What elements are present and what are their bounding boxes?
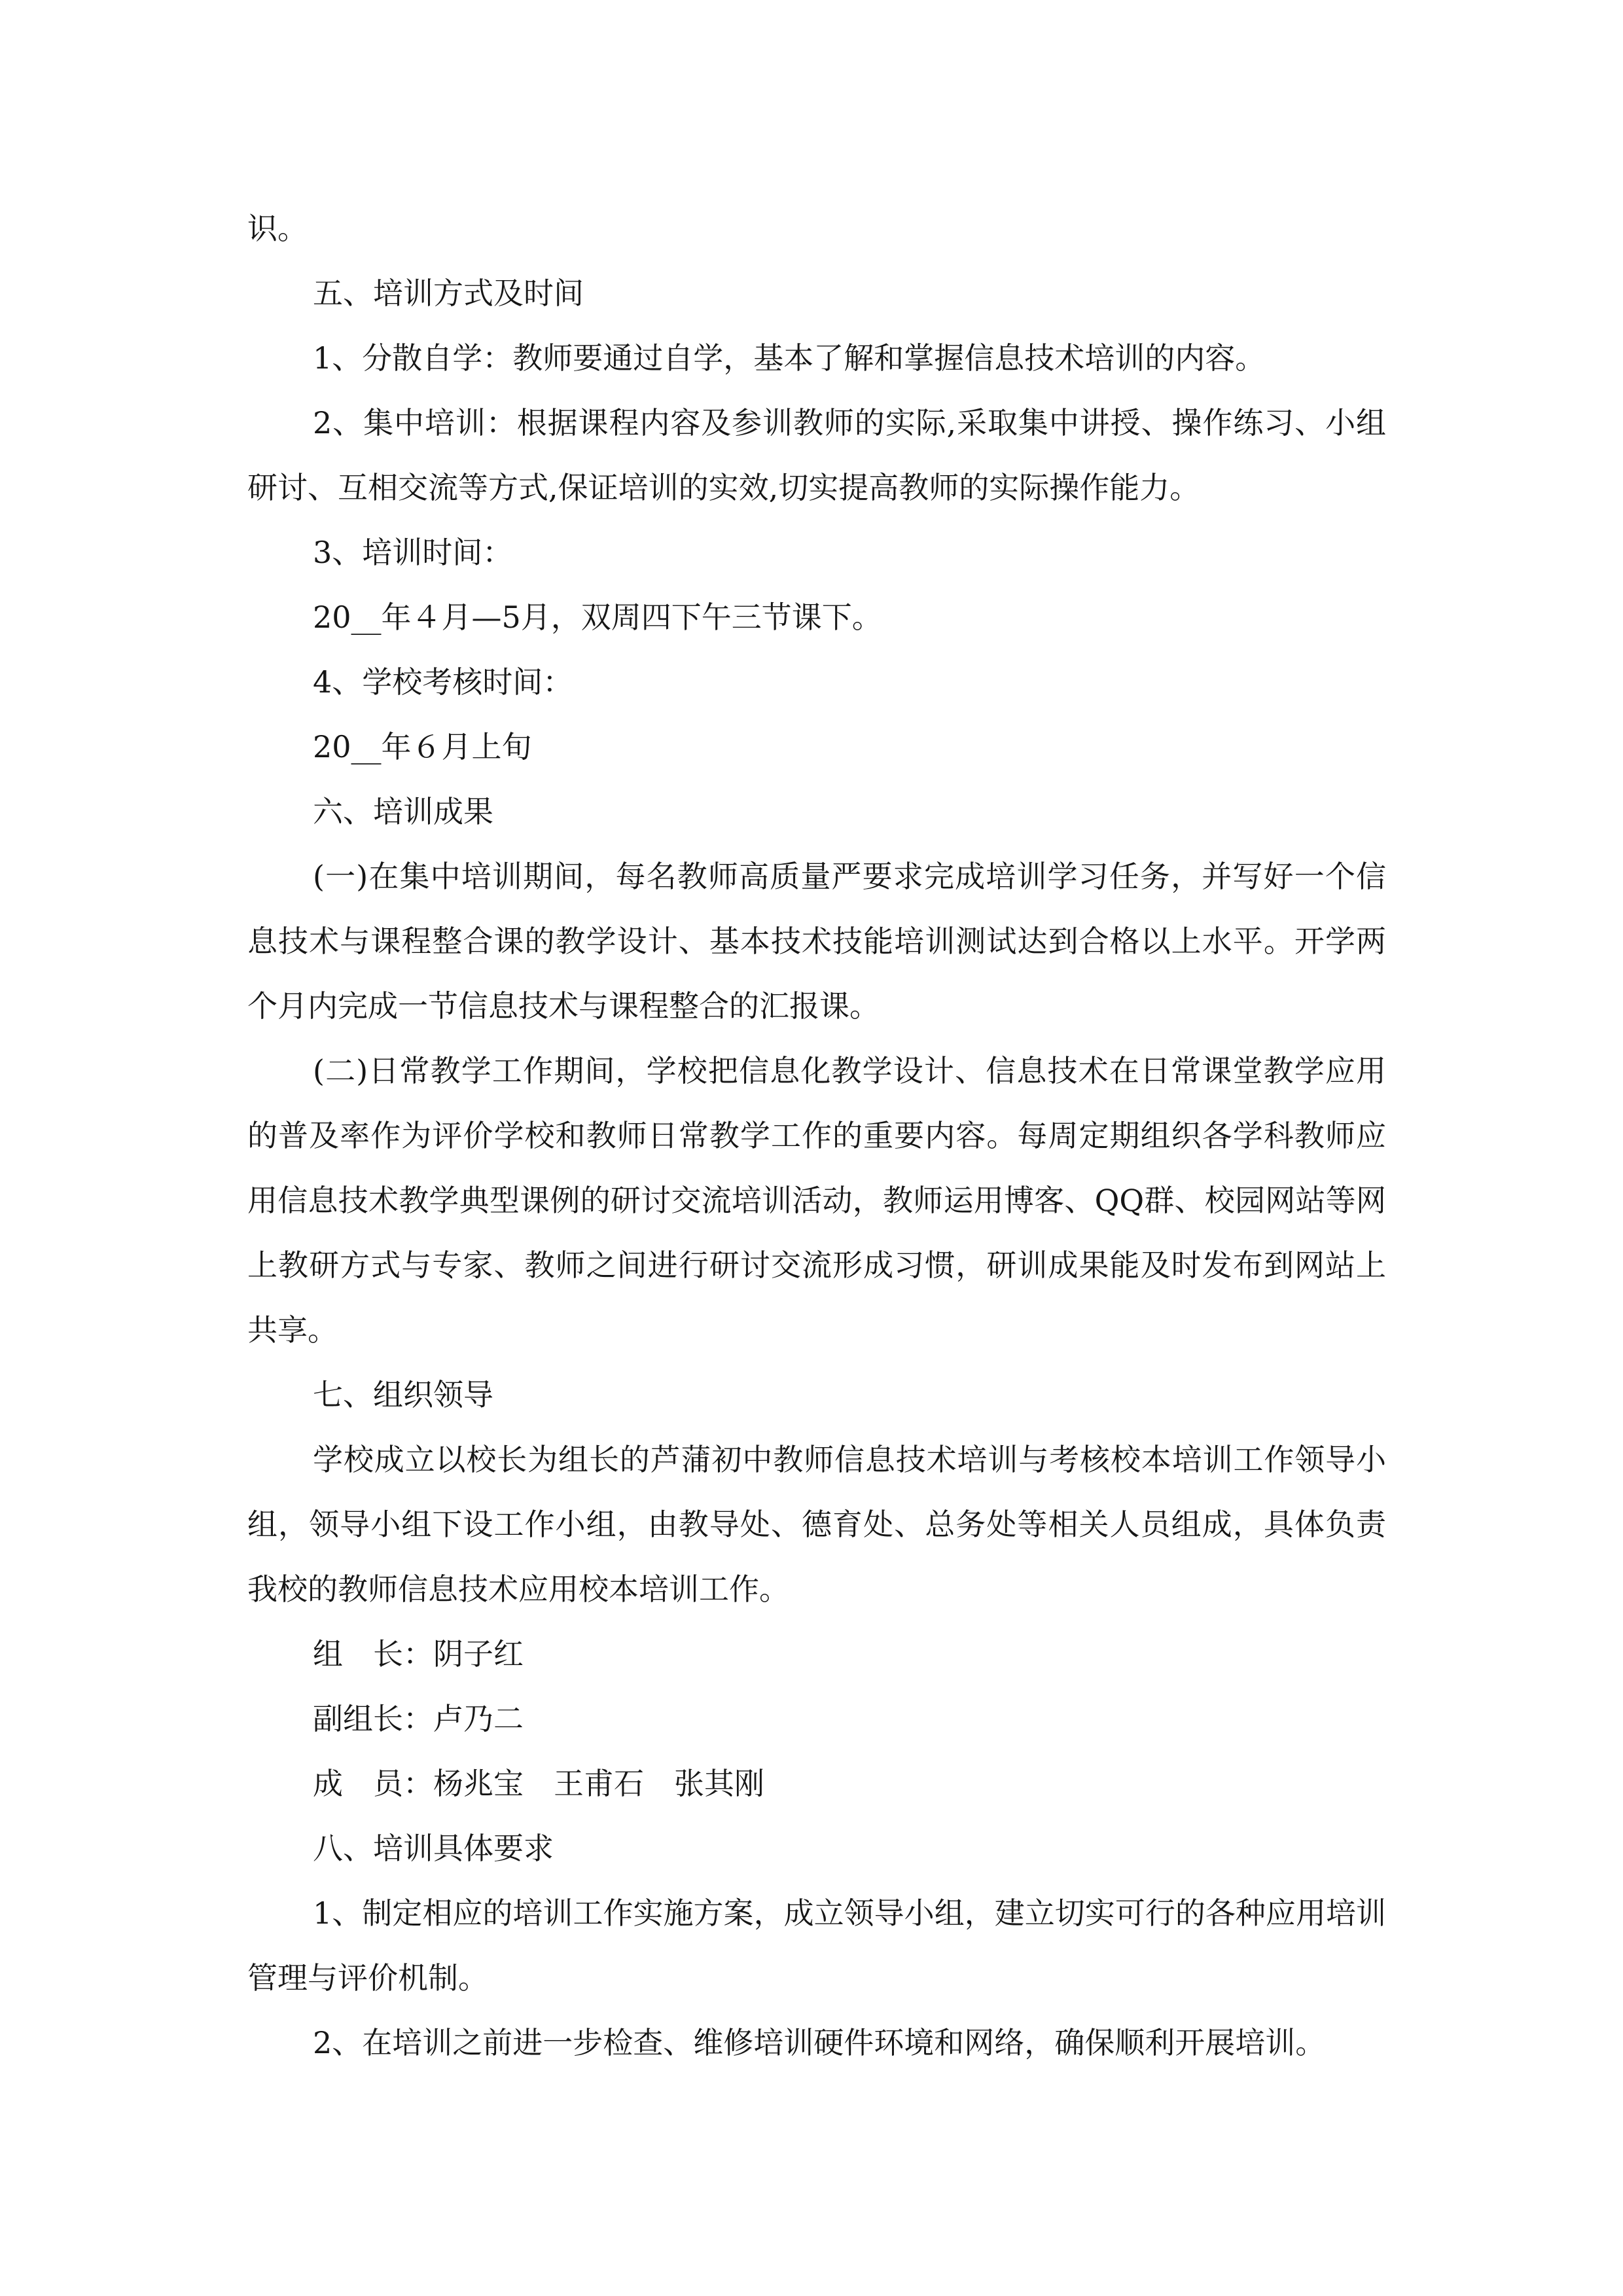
paragraph-members: 成 员：杨兆宝 王甫石 张其刚 [313, 1766, 764, 1801]
paragraph-self-study: 1、分散自学：教师要通过自学，基本了解和掌握信息技术培训的内容。 [313, 340, 1266, 376]
paragraph-requirement-2: 2、在培训之前进一步检查、维修培训硬件环境和网络，确保顺利开展培训。 [313, 2025, 1326, 2060]
section-heading-8: 八、培训具体要求 [313, 1831, 554, 1866]
paragraph-deputy-leader: 副组长：卢乃二 [313, 1701, 524, 1736]
paragraph-leader: 组 长：阴子红 [313, 1636, 524, 1672]
section-heading-5: 五、培训方式及时间 [313, 276, 584, 311]
paragraph-centralized-training: 2、集中培训：根据课程内容及参训教师的实际,采取集中讲授、操作练习、小组研讨、互相交流等方式,保证培训的实效,切实提高教师的实际操作能力。 [247, 405, 1386, 505]
document-body [247, 196, 1386, 2075]
paragraph-assessment-time-label: 4、学校考核时间： [313, 664, 573, 700]
paragraph-training-time-label: 3、培训时间： [313, 535, 513, 570]
paragraph-training-time: 20__年４月—5月，双周四下午三节课下。 [313, 600, 882, 635]
paragraph-assessment-time: 20__年６月上旬 [313, 729, 532, 764]
paragraph-results-1: (一)在集中培训期间，每名教师高质量严要求完成培训学习任务，并写好一个信息技术与课程整合课的教学设计、基本技术技能培训测试达到合格以上水平。开学两个月内完成一节信息技术与课程整合的汇报课。 [247, 859, 1386, 1024]
section-heading-6: 六、培训成果 [313, 794, 493, 829]
section-heading-7: 七、组织领导 [313, 1377, 493, 1412]
paragraph-requirement-1: 1、制定相应的培训工作实施方案，成立领导小组，建立切实可行的各种应用培训管理与评价机制。 [247, 1895, 1386, 1996]
paragraph-leadership: 学校成立以校长为组长的芦蒲初中教师信息技术培训与考核校本培训工作领导小组，领导小组下设工作小组，由教导处、德育处、总务处等相关人员组成，具体负责我校的教师信息技术应用校本培训工作。 [247, 1442, 1386, 1607]
paragraph-results-2: (二)日常教学工作期间，学校把信息化教学设计、信息技术在日常课堂教学应用的普及率作为评价学校和教师日常教学工作的重要内容。每周定期组织各学科教师应用信息技术教学典型课例的研讨交流培训活动，教师运用博客、QQ群、校园网站等网上教研方式与专家、教师之间进行研讨交流形成习惯，研训成果能及时发布到网站上共享。 [247, 1053, 1386, 1348]
paragraph-continuation: 识。 [247, 211, 308, 246]
